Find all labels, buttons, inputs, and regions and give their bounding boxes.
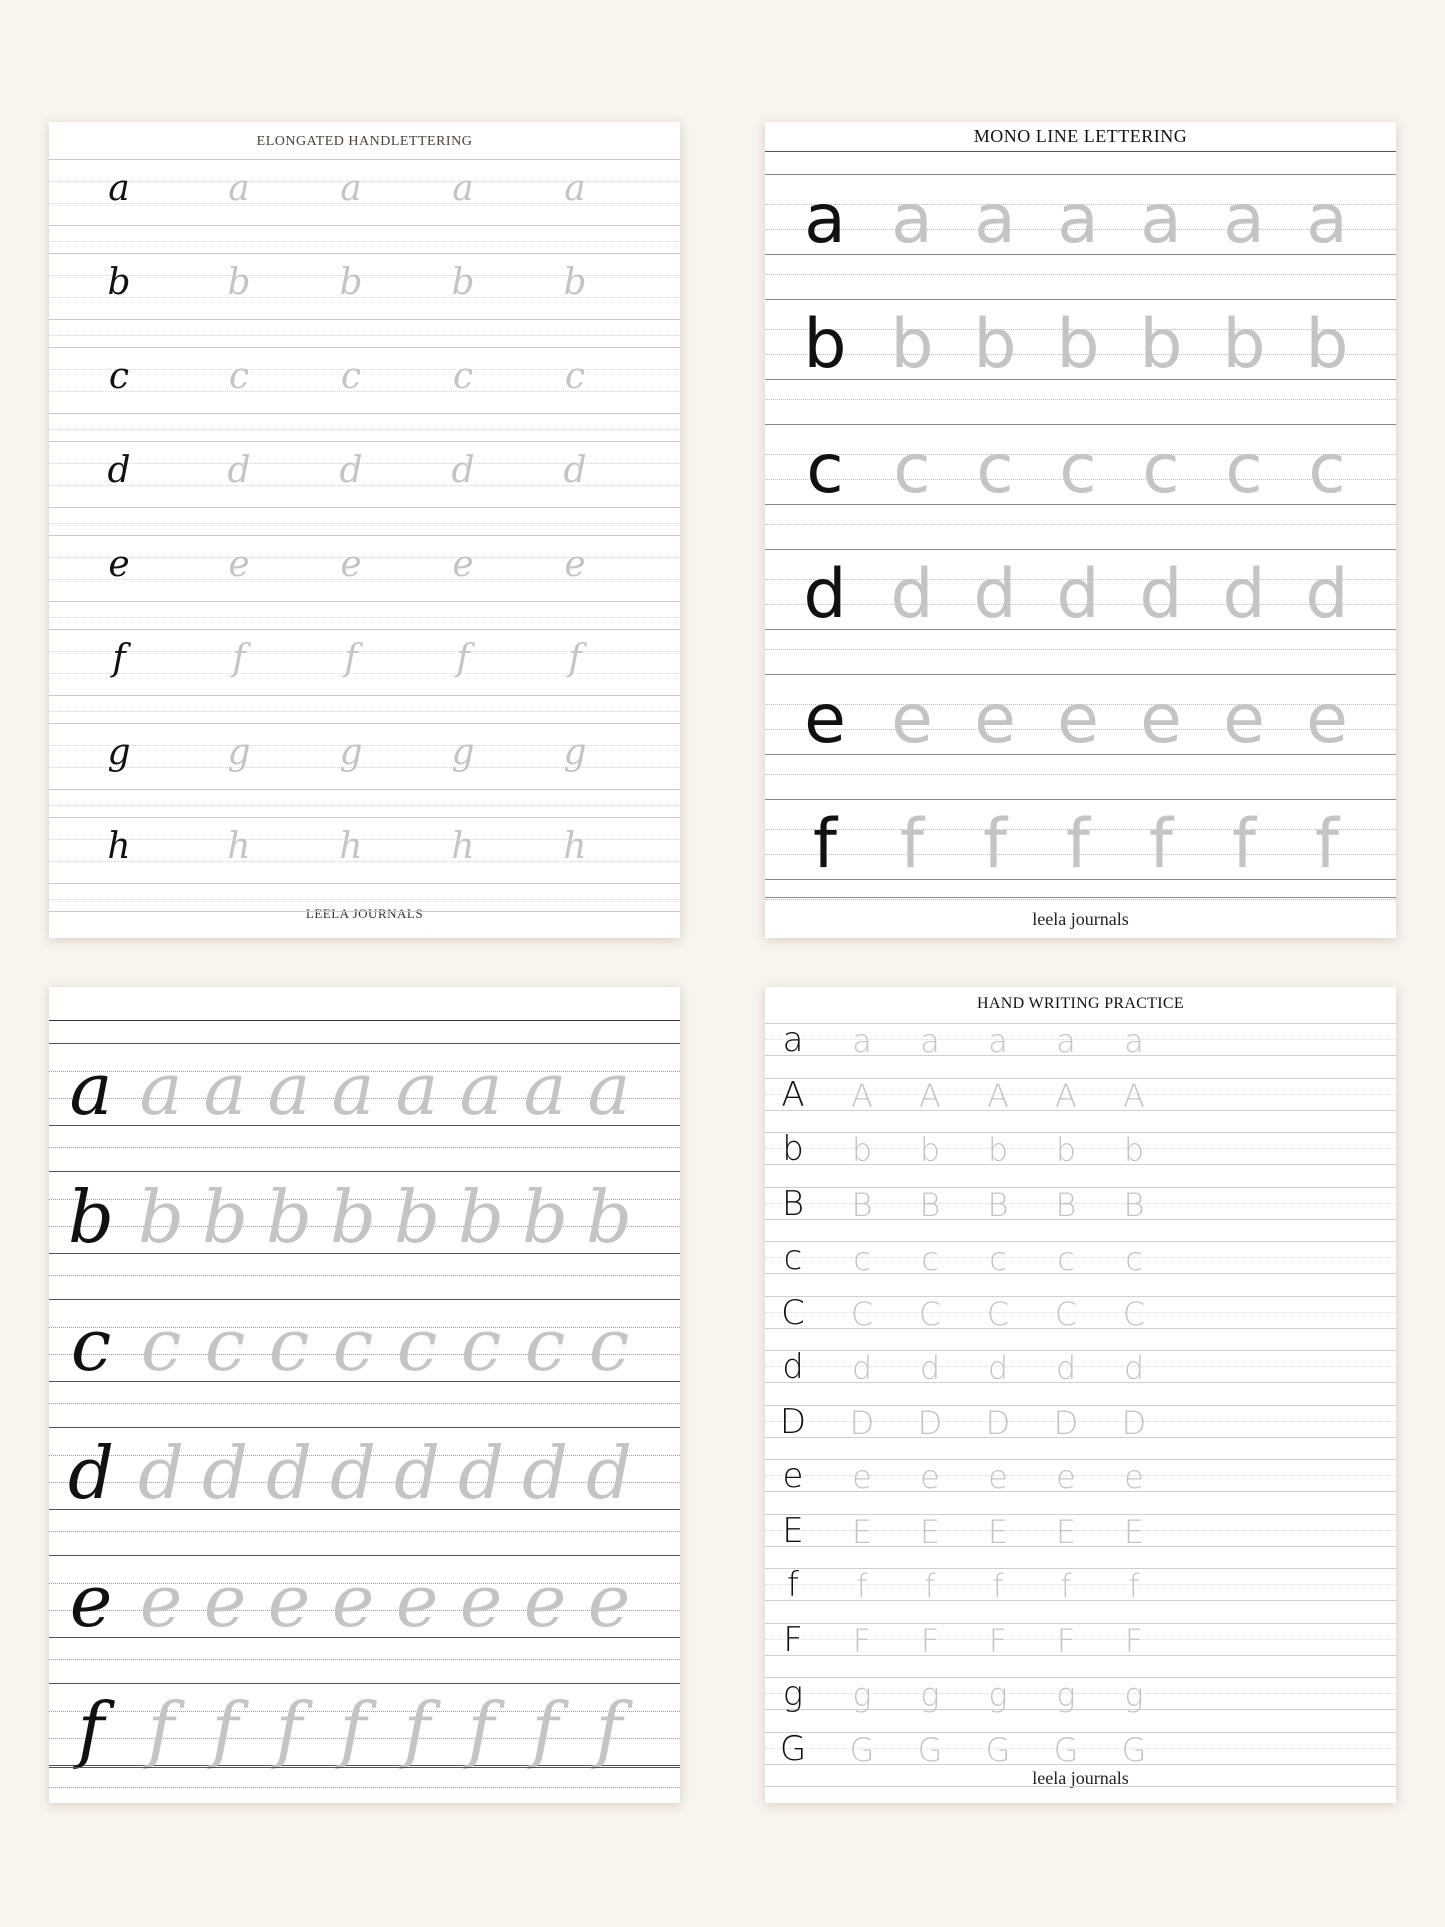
trace-letter: b bbox=[329, 1175, 377, 1259]
trace-letter: a bbox=[228, 168, 250, 209]
trace-letter: e bbox=[1056, 1458, 1076, 1496]
trace-letter: D bbox=[1053, 1403, 1079, 1442]
guide-line bbox=[49, 1020, 680, 1021]
guide-line bbox=[765, 674, 1396, 675]
trace-letter: A bbox=[1123, 1076, 1145, 1115]
trace-letter: F bbox=[920, 1621, 940, 1660]
trace-letter: e bbox=[852, 1458, 872, 1496]
trace-letter: f bbox=[568, 638, 582, 679]
trace-letter: D bbox=[849, 1403, 875, 1442]
trace-letter: b bbox=[973, 305, 1017, 384]
model-letter: B bbox=[781, 1183, 805, 1224]
guide-line-dotted bbox=[49, 335, 680, 336]
trace-letter: e bbox=[920, 1458, 940, 1496]
model-letter: a bbox=[782, 1020, 804, 1060]
trace-letter: f bbox=[983, 805, 1007, 884]
trace-letter: D bbox=[917, 1403, 943, 1442]
hand-writing-practice-sheet bbox=[765, 987, 1396, 1803]
trace-letter: d bbox=[137, 1431, 185, 1515]
guide-line bbox=[49, 347, 680, 348]
trace-letter: d bbox=[265, 1431, 313, 1515]
trace-letter: a bbox=[1124, 1022, 1144, 1060]
trace-letter: C bbox=[850, 1294, 874, 1333]
trace-letter: f bbox=[1128, 1567, 1140, 1605]
guide-line-dotted bbox=[49, 899, 680, 900]
trace-letter: A bbox=[987, 1076, 1009, 1115]
trace-letter: C bbox=[986, 1294, 1010, 1333]
trace-letter: d bbox=[919, 1349, 941, 1387]
trace-letter: b bbox=[201, 1175, 249, 1259]
trace-letter: b bbox=[1222, 305, 1266, 384]
guide-line-dotted bbox=[49, 711, 680, 712]
trace-letter: d bbox=[339, 450, 363, 491]
trace-letter: b bbox=[1055, 1131, 1077, 1169]
model-letter: F bbox=[783, 1619, 803, 1660]
trace-letter: E bbox=[1055, 1512, 1077, 1551]
trace-letter: f bbox=[992, 1567, 1004, 1605]
trace-letter: e bbox=[331, 1559, 375, 1643]
guide-line-dotted bbox=[49, 651, 680, 652]
guide-line bbox=[49, 1427, 680, 1428]
trace-letter: b bbox=[265, 1175, 313, 1259]
guide-line-dotted bbox=[765, 899, 1396, 900]
trace-letter: B bbox=[1055, 1185, 1077, 1224]
trace-letter: d bbox=[563, 450, 587, 491]
trace-letter: c bbox=[1059, 430, 1097, 509]
guide-line bbox=[765, 799, 1396, 800]
trace-letter: a bbox=[523, 1047, 567, 1131]
model-letter: b bbox=[803, 305, 847, 384]
guide-line bbox=[49, 535, 680, 536]
trace-letter: f bbox=[924, 1567, 936, 1605]
model-letter: e bbox=[108, 544, 130, 585]
trace-letter: d bbox=[890, 555, 934, 634]
guide-line-dotted bbox=[49, 1275, 680, 1276]
trace-letter: c bbox=[1225, 430, 1263, 509]
trace-letter: b bbox=[919, 1131, 941, 1169]
sheet-footer: leela journals bbox=[1032, 1768, 1129, 1788]
trace-letter: h bbox=[339, 826, 363, 867]
trace-letter: c bbox=[452, 356, 474, 397]
trace-letter: B bbox=[987, 1185, 1009, 1224]
trace-letter: a bbox=[1057, 180, 1099, 259]
guide-line-dotted bbox=[765, 274, 1396, 275]
model-letter: A bbox=[781, 1074, 805, 1115]
trace-letter: c bbox=[204, 1303, 246, 1387]
trace-letter: G bbox=[985, 1730, 1011, 1769]
trace-letter: b bbox=[563, 262, 587, 303]
guide-line-dotted bbox=[49, 369, 680, 370]
model-letter: e bbox=[782, 1456, 804, 1496]
trace-letter: f bbox=[531, 1687, 559, 1771]
guide-line-dotted bbox=[765, 774, 1396, 775]
guide-line bbox=[765, 151, 1396, 152]
trace-letter: F bbox=[1124, 1621, 1144, 1660]
trace-letter: G bbox=[917, 1730, 943, 1769]
trace-letter: F bbox=[988, 1621, 1008, 1660]
trace-letter: a bbox=[395, 1047, 439, 1131]
trace-letter: c bbox=[893, 430, 931, 509]
trace-letter: f bbox=[595, 1687, 623, 1771]
trace-letter: a bbox=[1056, 1022, 1076, 1060]
trace-letter: B bbox=[919, 1185, 941, 1224]
trace-letter: b bbox=[339, 262, 363, 303]
trace-letter: e bbox=[1124, 1458, 1144, 1496]
trace-letter: c bbox=[396, 1303, 438, 1387]
trace-letter: f bbox=[467, 1687, 495, 1771]
sheet-footer: LEELA JOURNALS bbox=[305, 906, 424, 921]
trace-letter: c bbox=[140, 1303, 182, 1387]
sheet-footer: leela journals bbox=[1032, 909, 1129, 929]
trace-letter: f bbox=[147, 1687, 175, 1771]
guide-line bbox=[49, 159, 680, 160]
trace-letter: d bbox=[393, 1431, 441, 1515]
model-letter: e bbox=[69, 1559, 113, 1643]
sheet-title: HAND WRITING PRACTICE bbox=[977, 995, 1184, 1012]
trace-letter: b bbox=[1305, 305, 1349, 384]
trace-letter: e bbox=[203, 1559, 247, 1643]
trace-letter: g bbox=[1124, 1676, 1144, 1714]
guide-line bbox=[49, 507, 680, 508]
trace-letter: D bbox=[1121, 1403, 1147, 1442]
model-letter: E bbox=[782, 1510, 804, 1551]
trace-letter: a bbox=[203, 1047, 247, 1131]
guide-line-dotted bbox=[49, 429, 680, 430]
trace-letter: e bbox=[267, 1559, 311, 1643]
guide-line bbox=[49, 695, 680, 696]
model-letter: e bbox=[804, 680, 846, 759]
trace-letter: a bbox=[1223, 180, 1265, 259]
guide-line-dotted bbox=[49, 1147, 680, 1148]
sheet-title: ELONGATED HANDLETTERING bbox=[256, 134, 473, 149]
model-letter: c bbox=[70, 1303, 112, 1387]
trace-letter: d bbox=[973, 555, 1017, 634]
guide-line bbox=[765, 174, 1396, 175]
trace-letter: g bbox=[920, 1676, 940, 1714]
trace-letter: f bbox=[232, 638, 246, 679]
trace-letter: f bbox=[403, 1687, 431, 1771]
guide-line-dotted bbox=[49, 617, 680, 618]
model-letter: a bbox=[108, 168, 130, 209]
guide-line-dotted bbox=[49, 805, 680, 806]
model-letter: f bbox=[112, 638, 126, 679]
trace-letter: c bbox=[228, 356, 250, 397]
trace-letter: c bbox=[1308, 430, 1346, 509]
trace-letter: d bbox=[1305, 555, 1349, 634]
trace-letter: f bbox=[1060, 1567, 1072, 1605]
model-letter: C bbox=[781, 1292, 805, 1333]
model-letter: f bbox=[787, 1565, 799, 1605]
sheet-title: MONO LINE LETTERING bbox=[973, 126, 1188, 146]
trace-letter: A bbox=[919, 1076, 941, 1115]
trace-letter: a bbox=[891, 180, 933, 259]
guide-line bbox=[49, 817, 680, 818]
trace-letter: a bbox=[974, 180, 1016, 259]
model-letter: g bbox=[107, 732, 131, 773]
trace-letter: c bbox=[989, 1240, 1007, 1278]
trace-letter: h bbox=[451, 826, 475, 867]
brush-lettering-sheet bbox=[49, 987, 680, 1803]
model-letter: a bbox=[69, 1047, 113, 1131]
trace-letter: g bbox=[451, 732, 475, 773]
trace-letter: h bbox=[563, 826, 587, 867]
trace-letter: c bbox=[268, 1303, 310, 1387]
trace-letter: b bbox=[851, 1131, 873, 1169]
trace-letter: d bbox=[851, 1349, 873, 1387]
trace-letter: b bbox=[521, 1175, 569, 1259]
trace-letter: g bbox=[988, 1676, 1008, 1714]
guide-line bbox=[49, 1555, 680, 1556]
trace-letter: a bbox=[852, 1022, 872, 1060]
trace-letter: g bbox=[1056, 1676, 1076, 1714]
guide-line bbox=[49, 1299, 680, 1300]
guide-line bbox=[765, 1786, 1396, 1787]
trace-letter: d bbox=[1222, 555, 1266, 634]
trace-letter: f bbox=[900, 805, 924, 884]
elongated-handlettering-sheet bbox=[49, 122, 680, 938]
trace-letter: e bbox=[1140, 680, 1182, 759]
trace-letter: e bbox=[340, 544, 362, 585]
trace-letter: a bbox=[452, 168, 474, 209]
trace-letter: e bbox=[452, 544, 474, 585]
trace-letter: g bbox=[563, 732, 587, 773]
trace-letter: e bbox=[1223, 680, 1265, 759]
trace-letter: c bbox=[1057, 1240, 1075, 1278]
trace-letter: b bbox=[457, 1175, 505, 1259]
trace-letter: E bbox=[919, 1512, 941, 1551]
model-letter: g bbox=[782, 1674, 804, 1714]
guide-line bbox=[49, 1683, 680, 1684]
trace-letter: e bbox=[587, 1559, 631, 1643]
trace-letter: e bbox=[139, 1559, 183, 1643]
trace-letter: e bbox=[564, 544, 586, 585]
trace-letter: d bbox=[1055, 1349, 1077, 1387]
trace-letter: a bbox=[1140, 180, 1182, 259]
trace-letter: b bbox=[890, 305, 934, 384]
trace-letter: d bbox=[457, 1431, 505, 1515]
trace-letter: G bbox=[849, 1730, 875, 1769]
guide-line-dotted bbox=[765, 399, 1396, 400]
trace-letter: d bbox=[1056, 555, 1100, 634]
guide-line-dotted bbox=[49, 673, 680, 674]
trace-letter: d bbox=[987, 1349, 1009, 1387]
guide-line bbox=[49, 1767, 680, 1768]
trace-letter: a bbox=[267, 1047, 311, 1131]
guide-line-dotted bbox=[49, 1787, 680, 1788]
guide-line bbox=[49, 253, 680, 254]
trace-letter: b bbox=[1056, 305, 1100, 384]
guide-line bbox=[49, 319, 680, 320]
guide-line bbox=[765, 424, 1396, 425]
trace-letter: e bbox=[228, 544, 250, 585]
guide-line bbox=[49, 1171, 680, 1172]
trace-letter: a bbox=[1306, 180, 1348, 259]
trace-letter: b bbox=[137, 1175, 185, 1259]
trace-letter: F bbox=[852, 1621, 872, 1660]
trace-letter: g bbox=[339, 732, 363, 773]
model-letter: c bbox=[108, 356, 130, 397]
guide-line bbox=[765, 897, 1396, 898]
trace-letter: d bbox=[521, 1431, 569, 1515]
trace-letter: e bbox=[523, 1559, 567, 1643]
model-letter: d bbox=[107, 450, 131, 491]
trace-letter: f bbox=[1232, 805, 1256, 884]
guide-line bbox=[49, 441, 680, 442]
trace-letter: e bbox=[1306, 680, 1348, 759]
trace-letter: d bbox=[329, 1431, 377, 1515]
trace-letter: f bbox=[339, 1687, 367, 1771]
guide-line bbox=[49, 723, 680, 724]
model-letter: D bbox=[779, 1401, 807, 1442]
trace-letter: c bbox=[976, 430, 1014, 509]
trace-letter: C bbox=[1122, 1294, 1146, 1333]
trace-letter: a bbox=[564, 168, 586, 209]
model-letter: h bbox=[107, 826, 131, 867]
model-letter: d bbox=[67, 1431, 115, 1515]
trace-letter: d bbox=[585, 1431, 633, 1515]
trace-letter: e bbox=[988, 1458, 1008, 1496]
trace-letter: e bbox=[459, 1559, 503, 1643]
trace-letter: c bbox=[332, 1303, 374, 1387]
model-letter: f bbox=[813, 805, 837, 884]
guide-line bbox=[49, 1043, 680, 1044]
trace-letter: d bbox=[201, 1431, 249, 1515]
trace-letter: e bbox=[1057, 680, 1099, 759]
trace-letter: b bbox=[451, 262, 475, 303]
trace-letter: a bbox=[139, 1047, 183, 1131]
trace-letter: C bbox=[1054, 1294, 1078, 1333]
trace-letter: b bbox=[227, 262, 251, 303]
trace-letter: C bbox=[918, 1294, 942, 1333]
guide-line bbox=[765, 549, 1396, 550]
trace-letter: F bbox=[1056, 1621, 1076, 1660]
trace-letter: f bbox=[856, 1567, 868, 1605]
trace-letter: g bbox=[852, 1676, 872, 1714]
trace-letter: e bbox=[891, 680, 933, 759]
guide-line-dotted bbox=[49, 523, 680, 524]
trace-letter: b bbox=[393, 1175, 441, 1259]
trace-letter: a bbox=[920, 1022, 940, 1060]
trace-letter: h bbox=[227, 826, 251, 867]
trace-letter: d bbox=[1123, 1349, 1145, 1387]
trace-letter: E bbox=[987, 1512, 1009, 1551]
mono-line-lettering-sheet bbox=[765, 122, 1396, 938]
trace-letter: f bbox=[1315, 805, 1339, 884]
trace-letter: f bbox=[275, 1687, 303, 1771]
model-letter: G bbox=[779, 1728, 807, 1769]
model-letter: f bbox=[77, 1687, 105, 1771]
guide-line bbox=[49, 225, 680, 226]
guide-line bbox=[49, 911, 680, 912]
guide-line bbox=[49, 601, 680, 602]
trace-letter: d bbox=[227, 450, 251, 491]
trace-letter: c bbox=[460, 1303, 502, 1387]
trace-letter: b bbox=[1123, 1131, 1145, 1169]
trace-letter: a bbox=[587, 1047, 631, 1131]
trace-letter: b bbox=[987, 1131, 1009, 1169]
guide-line bbox=[765, 299, 1396, 300]
trace-letter: e bbox=[974, 680, 1016, 759]
trace-letter: b bbox=[1139, 305, 1183, 384]
trace-letter: c bbox=[524, 1303, 566, 1387]
trace-letter: c bbox=[1142, 430, 1180, 509]
model-letter: c bbox=[783, 1238, 803, 1278]
trace-letter: g bbox=[227, 732, 251, 773]
trace-letter: d bbox=[1139, 555, 1183, 634]
trace-letter: A bbox=[851, 1076, 873, 1115]
trace-letter: c bbox=[340, 356, 362, 397]
trace-letter: c bbox=[853, 1240, 871, 1278]
guide-line bbox=[49, 883, 680, 884]
guide-line-dotted bbox=[49, 391, 680, 392]
trace-letter: G bbox=[1053, 1730, 1079, 1769]
trace-letter: f bbox=[211, 1687, 239, 1771]
trace-letter: b bbox=[585, 1175, 633, 1259]
guide-line bbox=[49, 629, 680, 630]
trace-letter: E bbox=[851, 1512, 873, 1551]
guide-line-dotted bbox=[49, 1659, 680, 1660]
trace-letter: A bbox=[1055, 1076, 1077, 1115]
model-letter: d bbox=[782, 1347, 804, 1387]
model-letter: b bbox=[107, 262, 131, 303]
model-letter: a bbox=[804, 180, 846, 259]
guide-line bbox=[49, 789, 680, 790]
model-letter: d bbox=[803, 555, 847, 634]
trace-letter: e bbox=[395, 1559, 439, 1643]
trace-letter: d bbox=[451, 450, 475, 491]
trace-letter: a bbox=[331, 1047, 375, 1131]
guide-line-dotted bbox=[765, 524, 1396, 525]
trace-letter: f bbox=[456, 638, 470, 679]
trace-letter: G bbox=[1121, 1730, 1147, 1769]
trace-letter: f bbox=[344, 638, 358, 679]
model-letter: c bbox=[806, 430, 844, 509]
trace-letter: a bbox=[988, 1022, 1008, 1060]
model-letter: b bbox=[782, 1129, 804, 1169]
guide-line bbox=[49, 413, 680, 414]
guide-line-dotted bbox=[49, 241, 680, 242]
trace-letter: c bbox=[564, 356, 586, 397]
guide-line-dotted bbox=[49, 1531, 680, 1532]
trace-letter: D bbox=[985, 1403, 1011, 1442]
trace-letter: c bbox=[1125, 1240, 1143, 1278]
model-letter: b bbox=[67, 1175, 115, 1259]
trace-letter: f bbox=[1066, 805, 1090, 884]
trace-letter: E bbox=[1123, 1512, 1145, 1551]
guide-line-dotted bbox=[765, 649, 1396, 650]
trace-letter: a bbox=[340, 168, 362, 209]
trace-letter: B bbox=[851, 1185, 873, 1224]
guide-line-dotted bbox=[49, 1403, 680, 1404]
trace-letter: c bbox=[921, 1240, 939, 1278]
trace-letter: c bbox=[588, 1303, 630, 1387]
trace-letter: B bbox=[1123, 1185, 1145, 1224]
trace-letter: f bbox=[1149, 805, 1173, 884]
trace-letter: a bbox=[459, 1047, 503, 1131]
